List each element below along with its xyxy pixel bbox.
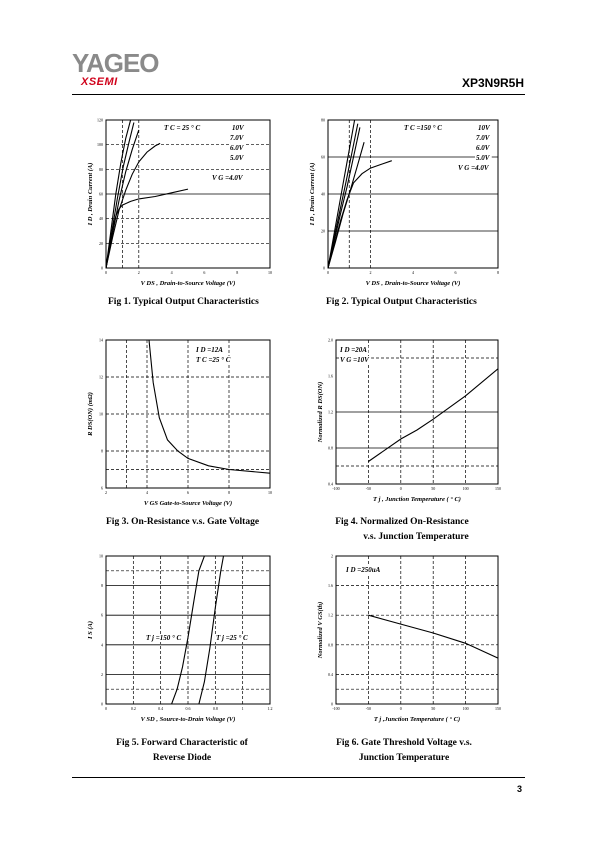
fig5-y-tick-3: 6 bbox=[101, 612, 103, 618]
fig6-caption bbox=[320, 738, 488, 763]
chart-fig4 bbox=[306, 332, 506, 512]
fig2-y-tick-3: 60 bbox=[321, 154, 325, 160]
fig2-x-tick-2: 4 bbox=[412, 270, 414, 275]
page-number: 3 bbox=[516, 784, 522, 794]
fig2-annotation-5: V G =4.0V bbox=[458, 164, 489, 172]
fig1-x-tick-1: 2 bbox=[137, 270, 140, 275]
fig5-y-axis-title: I S (A) bbox=[87, 620, 94, 640]
fig5-y-tick-1: 2 bbox=[101, 671, 103, 677]
fig6-y-tick-3: 1.2 bbox=[328, 612, 333, 618]
fig5-x-tick-3: 0.6 bbox=[185, 706, 191, 711]
fig6-annotation-0: I D =250uA bbox=[346, 566, 381, 574]
header-divider bbox=[72, 94, 525, 95]
chart-fig3 bbox=[84, 332, 280, 512]
fig1-y-tick-0: 0 bbox=[101, 265, 103, 271]
chart-fig1 bbox=[84, 112, 280, 292]
fig5-y-tick-0: 0 bbox=[101, 701, 103, 707]
fig6-x-tick-1: -50 bbox=[365, 706, 372, 711]
fig1-annotation-3: 6.0V bbox=[230, 144, 244, 152]
fig6-x-tick-5: 150 bbox=[495, 706, 501, 711]
fig2-x-tick-4: 8 bbox=[497, 270, 499, 275]
fig6-x-tick-2: 0 bbox=[399, 706, 402, 711]
fig3-y-tick-2: 10 bbox=[99, 411, 103, 417]
fig6-y-tick-5: 2 bbox=[331, 553, 333, 559]
fig3-y-tick-1: 8 bbox=[101, 448, 103, 454]
fig2-y-tick-0: 0 bbox=[323, 265, 325, 271]
fig2-y-axis-title: I D , Drain Current (A) bbox=[309, 162, 316, 226]
fig3-x-tick-0: 2 bbox=[105, 490, 107, 495]
fig4-y-tick-2: 1.2 bbox=[328, 409, 333, 415]
fig4-caption-line2: v.s. Junction Temperature bbox=[363, 532, 469, 542]
fig1-y-tick-4: 80 bbox=[99, 166, 103, 172]
fig6-y-tick-0: 0 bbox=[331, 701, 333, 707]
fig6-x-axis-title: T j ,Junction Temperature ( ° C) bbox=[373, 716, 461, 723]
fig4-caption bbox=[327, 517, 477, 542]
fig1-y-tick-1: 20 bbox=[99, 240, 103, 246]
fig2-plot bbox=[309, 118, 499, 288]
fig2-x-tick-3: 6 bbox=[454, 270, 457, 275]
fig5-x-tick-1: 0.2 bbox=[130, 706, 136, 711]
fig5-plot bbox=[87, 554, 273, 724]
fig4-x-tick-0: -100 bbox=[332, 486, 340, 491]
fig1-x-tick-3: 6 bbox=[203, 270, 206, 275]
fig4-x-tick-4: 100 bbox=[462, 486, 469, 491]
fig3-y-tick-3: 12 bbox=[99, 374, 103, 380]
fig2-y-tick-4: 80 bbox=[321, 117, 325, 123]
fig5-y-tick-2: 4 bbox=[101, 642, 103, 648]
fig3-plot bbox=[87, 338, 272, 508]
fig6-caption-line1: Fig 6. Gate Threshold Voltage v.s. bbox=[336, 738, 472, 748]
fig3-x-axis-title: V GS Gate-to-Source Voltage (V) bbox=[143, 500, 233, 507]
fig6-x-tick-4: 100 bbox=[462, 706, 469, 711]
fig1-y-tick-2: 40 bbox=[99, 216, 103, 222]
fig3-x-tick-3: 8 bbox=[228, 490, 230, 495]
fig6-y-tick-1: 0.4 bbox=[328, 671, 333, 677]
fig2-annotation-1: 10V bbox=[478, 124, 490, 132]
fig5-x-tick-0: 0 bbox=[105, 706, 107, 711]
fig2-annotation-4: 5.0V bbox=[476, 154, 490, 162]
fig3-y-tick-0: 6 bbox=[101, 485, 103, 491]
fig1-caption-line1: Fig 1. Typical Output Characteristics bbox=[108, 297, 259, 307]
fig1-plot bbox=[87, 118, 272, 288]
fig3-x-tick-1: 4 bbox=[146, 490, 148, 495]
fig4-annotation-0: I D =20A bbox=[340, 346, 367, 354]
fig3-caption-line1: Fig 3. On-Resistance v.s. Gate Voltage bbox=[106, 517, 260, 527]
chart-fig5 bbox=[84, 548, 280, 728]
fig1-annotation-0: T C = 25 ° C bbox=[164, 124, 201, 132]
fig4-x-tick-3: 50 bbox=[431, 486, 436, 491]
fig2-annotation-3: 6.0V bbox=[476, 144, 490, 152]
fig4-x-tick-1: -50 bbox=[365, 486, 372, 491]
fig3-x-tick-4: 10 bbox=[268, 490, 272, 495]
fig4-y-tick-1: 0.8 bbox=[328, 445, 333, 451]
fig5-y-tick-5: 10 bbox=[99, 553, 103, 559]
fig1-x-tick-5: 10 bbox=[268, 270, 272, 275]
fig1-x-tick-0: 0 bbox=[105, 270, 107, 275]
fig4-y-tick-3: 1.6 bbox=[328, 373, 333, 379]
fig5-x-tick-4: 0.8 bbox=[212, 706, 218, 711]
fig4-x-tick-5: 150 bbox=[495, 486, 501, 491]
footer-divider bbox=[72, 777, 525, 778]
fig2-series-2 bbox=[328, 127, 360, 268]
fig2-y-tick-2: 40 bbox=[321, 191, 325, 197]
fig1-y-tick-6: 120 bbox=[97, 117, 103, 123]
fig5-caption bbox=[102, 738, 262, 763]
fig1-annotation-1: 10V bbox=[232, 124, 244, 132]
fig5-caption-line2: Reverse Diode bbox=[152, 753, 212, 763]
fig2-annotation-0: T C =150 ° C bbox=[404, 124, 442, 132]
fig1-annotation-4: 5.0V bbox=[230, 154, 244, 162]
fig6-y-tick-2: 0.8 bbox=[328, 642, 333, 648]
fig4-x-tick-2: 0 bbox=[399, 486, 402, 491]
chart-fig2 bbox=[306, 112, 506, 292]
fig5-x-tick-6: 1.2 bbox=[267, 706, 273, 711]
fig4-y-tick-4: 2.0 bbox=[328, 337, 333, 343]
company-logo bbox=[72, 50, 159, 88]
fig4-y-tick-0: 0.4 bbox=[328, 481, 333, 487]
fig4-caption-line1: Fig 4. Normalized On-Resistance bbox=[335, 517, 469, 527]
logo-main-text: YAGEO bbox=[72, 48, 159, 78]
fig2-x-tick-1: 2 bbox=[369, 270, 372, 275]
fig2-x-tick-0: 0 bbox=[327, 270, 329, 275]
fig4-x-axis-title: T j , Junction Temperature ( ° C) bbox=[373, 496, 461, 503]
fig6-x-tick-3: 50 bbox=[431, 706, 436, 711]
fig6-plot bbox=[317, 554, 501, 724]
fig1-caption bbox=[108, 297, 259, 307]
fig3-caption bbox=[106, 517, 259, 527]
fig3-annotation-1: T C =25 ° C bbox=[196, 356, 231, 364]
fig1-annotation-2: 7.0V bbox=[230, 134, 244, 142]
logo-sub-text: XSEMI bbox=[81, 76, 118, 88]
fig6-y-axis-title: Normalized V GS(th) bbox=[317, 601, 324, 659]
fig3-y-tick-4: 14 bbox=[99, 337, 103, 343]
fig4-y-axis-title: Normalized R DS(ON) bbox=[317, 381, 324, 443]
fig1-y-tick-3: 60 bbox=[99, 191, 103, 197]
fig5-y-tick-4: 8 bbox=[101, 583, 103, 589]
fig4-annotation-1: V G =10V bbox=[340, 356, 369, 364]
fig5-x-tick-2: 0.4 bbox=[158, 706, 164, 711]
fig5-x-axis-title: V SD , Source-to-Drain Voltage (V) bbox=[140, 716, 236, 723]
fig5-x-tick-5: 1 bbox=[241, 706, 244, 711]
fig2-caption-line1: Fig 2. Typical Output Characteristics bbox=[326, 297, 477, 307]
fig6-caption-line2: Junction Temperature bbox=[358, 753, 450, 763]
fig5-series-1 bbox=[199, 556, 224, 704]
fig5-caption-line1: Fig 5. Forward Characteristic of bbox=[116, 738, 248, 748]
fig3-annotation-0: I D =12A bbox=[196, 346, 223, 354]
fig1-x-tick-4: 8 bbox=[236, 270, 239, 275]
fig1-annotation-5: V G =4.0V bbox=[212, 174, 243, 182]
fig6-frame bbox=[336, 556, 498, 704]
fig2-annotation-2: 7.0V bbox=[476, 134, 490, 142]
fig2-x-axis-title: V DS , Drain-to-Source Voltage (V) bbox=[365, 280, 461, 287]
chart-fig6 bbox=[306, 548, 506, 728]
fig1-x-tick-2: 4 bbox=[170, 270, 173, 275]
fig2-y-tick-1: 20 bbox=[321, 228, 325, 234]
fig6-x-tick-0: -100 bbox=[332, 706, 340, 711]
fig1-y-tick-5: 100 bbox=[97, 142, 103, 148]
fig4-plot bbox=[317, 338, 501, 504]
fig2-caption bbox=[326, 297, 477, 307]
fig3-y-axis-title: R DS(ON) (mΩ) bbox=[87, 392, 94, 436]
fig5-annotation-1: T j =25 ° C bbox=[216, 634, 248, 642]
part-number: XP3N9R5H bbox=[461, 76, 524, 90]
fig1-x-axis-title: V DS , Drain-to-Source Voltage (V) bbox=[140, 280, 236, 287]
fig1-y-axis-title: I D , Drain Current (A) bbox=[87, 162, 94, 226]
fig3-x-tick-2: 6 bbox=[187, 490, 189, 495]
fig6-y-tick-4: 1.6 bbox=[328, 583, 333, 589]
fig5-annotation-0: T j =150 ° C bbox=[146, 634, 182, 642]
fig1-series-4 bbox=[106, 189, 188, 268]
